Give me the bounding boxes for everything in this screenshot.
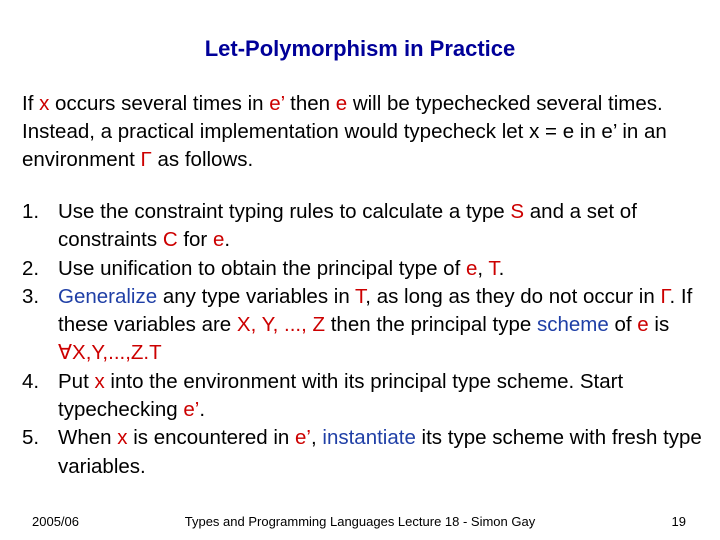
expr-e-prime: e’ xyxy=(269,92,285,115)
text: any type variables in xyxy=(157,284,356,308)
item-text xyxy=(58,255,717,283)
type-T: T xyxy=(488,256,499,280)
intro-text: occurs several times in xyxy=(49,92,270,115)
text: and a set of constraints xyxy=(58,200,637,252)
gamma-symbol: Γ xyxy=(140,148,152,171)
text: . xyxy=(199,398,206,422)
text: of xyxy=(608,313,638,337)
intro-text: then xyxy=(284,92,336,115)
text: , as long as they do not occur in xyxy=(365,284,661,308)
expr-e: e xyxy=(212,228,225,252)
term-generalize: Generalize xyxy=(58,284,158,308)
text: . xyxy=(224,228,231,252)
list-item xyxy=(22,198,717,255)
var-x: x xyxy=(39,92,50,115)
text: then the principal type xyxy=(325,313,537,337)
item-text xyxy=(58,424,717,481)
text: . xyxy=(498,256,505,280)
intro-paragraph xyxy=(22,90,712,174)
term-scheme: scheme xyxy=(537,313,609,337)
type-T: T xyxy=(355,284,366,308)
footer-page-number: 19 xyxy=(671,514,686,529)
text: Use the constraint typing rules to calculate a type xyxy=(58,200,511,223)
item-text xyxy=(58,368,717,425)
gamma-symbol: Γ xyxy=(660,284,670,308)
item-number: 5. xyxy=(22,426,40,450)
steps-list xyxy=(22,198,717,481)
intro-text: If xyxy=(22,92,40,115)
text: . If these variables are xyxy=(58,284,693,337)
forall-scheme: ∀X,Y,...,Z.T xyxy=(58,341,162,365)
list-item xyxy=(22,424,717,481)
text: into the environment with its principal type scheme. Start typechecking xyxy=(58,369,624,422)
var-x: x xyxy=(117,426,128,450)
expr-e: e xyxy=(335,92,348,115)
footer-date: 2005/06 xyxy=(32,514,79,529)
text: , xyxy=(311,426,323,450)
expr-e: e xyxy=(465,256,478,280)
expr-e-prime: e’ xyxy=(183,398,200,422)
item-number: 4. xyxy=(22,369,40,393)
type-variables: X, Y, ..., Z xyxy=(236,313,326,337)
expr-e-prime: e’ xyxy=(295,426,311,450)
slide-title: Let-Polymorphism in Practice xyxy=(204,36,516,61)
text: is xyxy=(648,313,670,337)
text: for xyxy=(177,228,213,252)
text: its type scheme with fresh type variables. xyxy=(58,426,702,478)
intro-text: will be typechecked several times. Instead, a practical implementation would typecheck let x = e in e’ in an environment xyxy=(22,92,667,171)
text: is encountered in xyxy=(127,426,296,450)
item-number: 3. xyxy=(22,284,40,308)
list-item xyxy=(22,255,717,283)
type-S: S xyxy=(510,200,525,223)
constraints-C: C xyxy=(162,228,178,252)
item-text xyxy=(58,198,717,255)
list-item xyxy=(22,283,717,368)
expr-e: e xyxy=(637,313,649,337)
text: When xyxy=(58,426,118,450)
list-item xyxy=(22,368,717,425)
text: , xyxy=(477,256,489,280)
intro-text: as follows. xyxy=(151,148,254,171)
text: Use unification to obtain the principal type of xyxy=(58,256,466,280)
text: Put xyxy=(58,369,95,393)
term-instantiate: instantiate xyxy=(322,426,416,450)
var-x: x xyxy=(94,369,105,393)
item-number: 1. xyxy=(22,200,40,223)
item-number: 2. xyxy=(22,256,40,280)
item-text xyxy=(58,283,717,368)
footer-course: Types and Programming Languages Lecture 18 - Simon Gay xyxy=(184,514,536,529)
